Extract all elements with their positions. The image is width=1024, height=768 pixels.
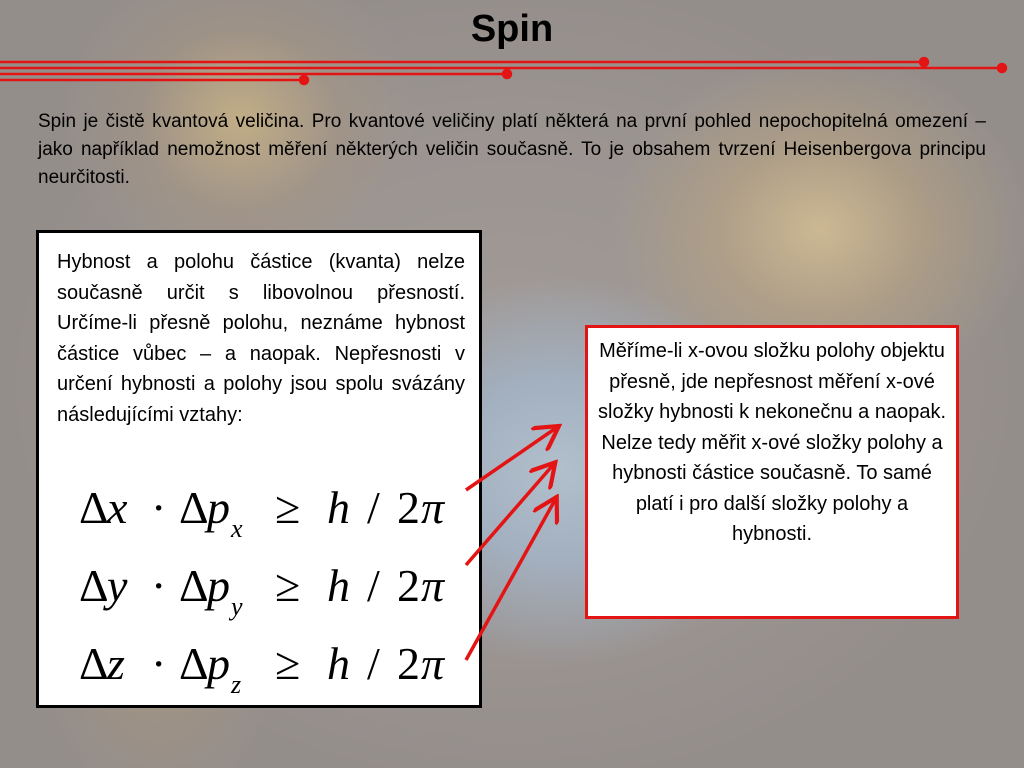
formula-subscript: y <box>231 592 243 621</box>
formula-dot: · <box>151 638 167 689</box>
explanation-text: Měříme-li x-ovou složku polohy objektu přesně, jde nepřesnost měření x-ové složky hybnosti k nekonečnu a naopak. Nelze tedy měřit x-ové složky polohy a hybnosti částice současně. To samé platí i pro další složky polohy a hybnosti. <box>598 340 946 545</box>
formula-h: h <box>327 638 350 689</box>
intro-paragraph: Spin je čistě kvantová veličina. Pro kvantové veličiny platí některá na první pohled nepochopitelná omezení – jako například nemožnost měření některých veličin současně. To je obsahem tvrzení Heisenbergova principu neurčitosti. <box>38 111 986 188</box>
formula-two: 2 <box>397 560 420 611</box>
formula-delta: Δ <box>79 560 109 611</box>
formula-dot: · <box>151 482 167 533</box>
formula-subscript: x <box>231 514 243 543</box>
formula-slash: / <box>367 638 380 689</box>
formula-geq: ≥ <box>275 638 301 689</box>
formula-slash: / <box>367 560 380 611</box>
formula-two: 2 <box>397 638 420 689</box>
formula-h: h <box>327 482 350 533</box>
arrow-x <box>466 428 556 490</box>
slide-title: Spin <box>470 8 554 50</box>
formula-two: 2 <box>397 482 420 533</box>
formula-delta: Δ <box>79 482 109 533</box>
formula-delta-p: Δ <box>179 638 209 689</box>
formula-delta-p: Δ <box>179 482 209 533</box>
formula-delta: Δ <box>79 638 109 689</box>
formula-momentum: p <box>207 482 230 533</box>
formula-geq: ≥ <box>275 482 301 533</box>
formula-variable: z <box>107 638 125 689</box>
formula-geq: ≥ <box>275 560 301 611</box>
formula-variable: x <box>107 482 128 533</box>
formula-h: h <box>327 560 350 611</box>
formula-pi: π <box>421 638 445 689</box>
formula-subscript: z <box>231 670 242 699</box>
formula-momentum: p <box>207 638 230 689</box>
formula-dot: · <box>151 560 167 611</box>
formula-delta-p: Δ <box>179 560 209 611</box>
formula-variable: y <box>107 560 128 611</box>
formula-pi: π <box>421 482 445 533</box>
formula-slash: / <box>367 482 380 533</box>
arrow-z <box>466 500 555 660</box>
formula-pi: π <box>421 560 445 611</box>
uncertainty-description: Hybnost a polohu částice (kvanta) nelze současně určit s libovolnou přesností. Určíme-li přesně polohu, neznáme hybnost částice vůbec – a naopak. Nepřesnosti v určení hybnosti a polohy jsou spolu svázány následujícími vztahy: <box>57 251 465 426</box>
formula-momentum: p <box>207 560 230 611</box>
